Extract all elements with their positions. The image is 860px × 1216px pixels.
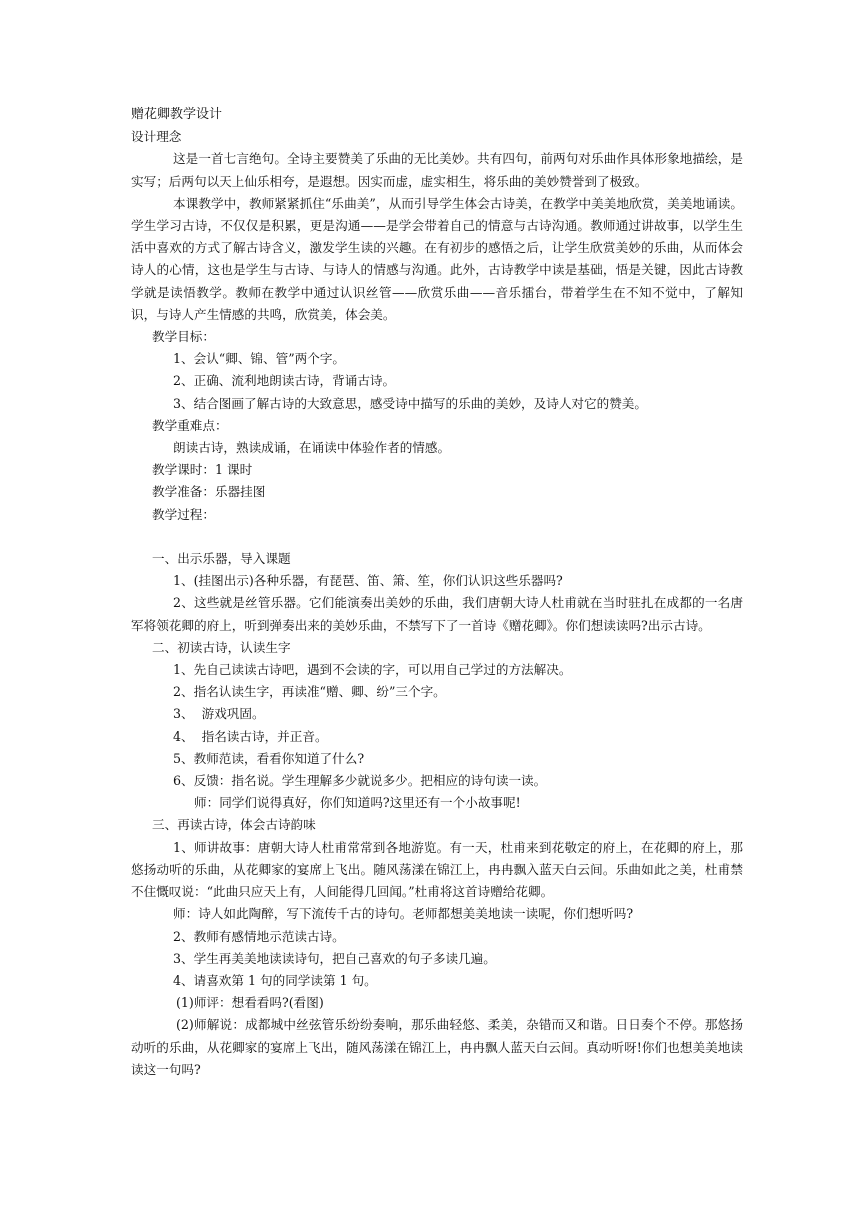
goals-heading: 教学目标： <box>152 329 215 345</box>
step2-teacher-line: 师：同学们说得真好，你们知道吗?这里还有一个小故事呢! <box>194 795 521 811</box>
document-title: 赠花卿教学设计 <box>131 107 223 122</box>
step2-item-5: 5、教师范读，看看你知道了什么? <box>173 750 365 766</box>
step2-item-4: 4、 指名读古诗，并正音。 <box>173 728 328 744</box>
step2-item-2: 2、指名认读生字，再读准“赠、卿、纷”三个字。 <box>173 684 446 700</box>
step3-heading: 三、再读古诗，体会古诗韵味 <box>152 817 316 833</box>
step2-item-1: 1、先自己读读古诗吧，遇到不会读的字，可以用自己学过的方法解决。 <box>173 662 572 678</box>
step3-item-1: 1、师讲故事：唐朝大诗人杜甫常常到各地游览。有一天，杜甫来到花敬定的府上，在花卿的府上，那悠扬动听的乐曲，从花卿家的宴席上飞出。随风荡漾在锦江上，冉冉飘入蓝天白云间。乐曲如此之美，杜甫禁不住慨叹说：“此曲只应天上有，人间能得几回闻。”杜甫将这首诗赠给花卿。 <box>131 839 743 900</box>
key-points-heading: 教学重难点： <box>152 417 228 433</box>
teaching-prep: 教学准备：乐器挂图 <box>152 484 266 500</box>
document-page <box>131 104 743 1081</box>
step2-item-6: 6、反馈：指名说。学生理解多少就说多少。把相应的诗句读一读。 <box>173 773 547 789</box>
class-hours: 教学课时：1 课时 <box>152 462 253 478</box>
step2-item-3: 3、 游戏巩固。 <box>173 706 265 722</box>
step1-heading: 一、出示乐器，导入课题 <box>152 551 291 567</box>
step3-item-3: 3、学生再美美地读读诗句，把自己喜欢的句子多读几遍。 <box>173 950 496 966</box>
step3-teacher-line: 师：诗人如此陶醉，写下流传千古的诗句。老师都想美美地读一读呢，你们想听吗? <box>173 906 634 922</box>
goal-item-1: 1、会认“卿、锦、管”两个字。 <box>173 351 346 367</box>
goal-item-2: 2、正确、流利地朗读古诗，背诵古诗。 <box>173 373 396 389</box>
key-points-body: 朗读古诗，熟读成诵，在诵读中体验作者的情感。 <box>173 440 451 456</box>
step3-item-4b: (2)师解说：成都城中丝弦管乐纷纷奏响，那乐曲轻悠、柔美，杂错而又和谐。日日奏个不停。那悠扬动听的乐曲，从花卿家的宴席上飞出，随风荡漾在锦江上，冉冉飘人蓝天白云间。真动听呀!你们也想美美地读读这一句吗? <box>131 1017 743 1077</box>
section-heading-concept: 设计理念 <box>131 129 182 145</box>
goal-item-3: 3、结合图画了解古诗的大致意思，感受诗中描写的乐曲的美妙，及诗人对它的赞美。 <box>173 395 647 411</box>
step1-item-2: 2、这些就是丝管乐器。它们能演奏出美妙的乐曲，我们唐朝大诗人杜甫就在当时驻扎在成都的一名唐军将领花卿的府上，听到弹奏出来的美妙乐曲，不禁写下了一首诗《赠花卿》。你们想读读吗?出示古诗。 <box>131 595 743 633</box>
step3-item-4: 4、请喜欢第 1 句的同学读第 1 句。 <box>173 972 377 988</box>
step3-item-2: 2、教师有感情地示范读古诗。 <box>173 928 345 944</box>
step3-item-4a: (1)师评：想看看吗?(看图) <box>176 995 324 1011</box>
process-heading: 教学过程： <box>152 506 215 522</box>
blank-line <box>131 526 743 548</box>
concept-paragraph-2: 本课教学中，教师紧紧抓住“乐曲美”，从而引导学生体会古诗美，在教学中美美地欣赏，美美地诵读。学生学习古诗，不仅仅是积累，更是沟通——是学会带着自己的情意与古诗沟通。教师通过讲故事，以学生生活中喜欢的方式了解古诗含义，激发学生读的兴趣。在有初步的感悟之后，让学生欣赏美妙的乐曲，从而体会诗人的心情，这也是学生与古诗、与诗人的情感与沟通。此外，古诗教学中读是基础，悟是关键，因此古诗教学就是读悟教学。教师在教学中通过认识丝管——欣赏乐曲——音乐擂台，带着学生在不知不觉中，了解知识，与诗人产生情感的共鸣，欣赏美，体会美。 <box>131 195 743 322</box>
step2-heading: 二、初读古诗，认读生字 <box>152 639 291 655</box>
step1-item-1: 1、(挂图出示)各种乐器，有琵琶、笛、箫、笙，你们认识这些乐器吗? <box>173 573 563 589</box>
concept-paragraph-1: 这是一首七言绝句。全诗主要赞美了乐曲的无比美妙。共有四句，前两句对乐曲作具体形象地描绘，是实写；后两句以天上仙乐相夸，是遐想。因实而虚，虚实相生，将乐曲的美妙赞誉到了极致。 <box>131 151 743 189</box>
